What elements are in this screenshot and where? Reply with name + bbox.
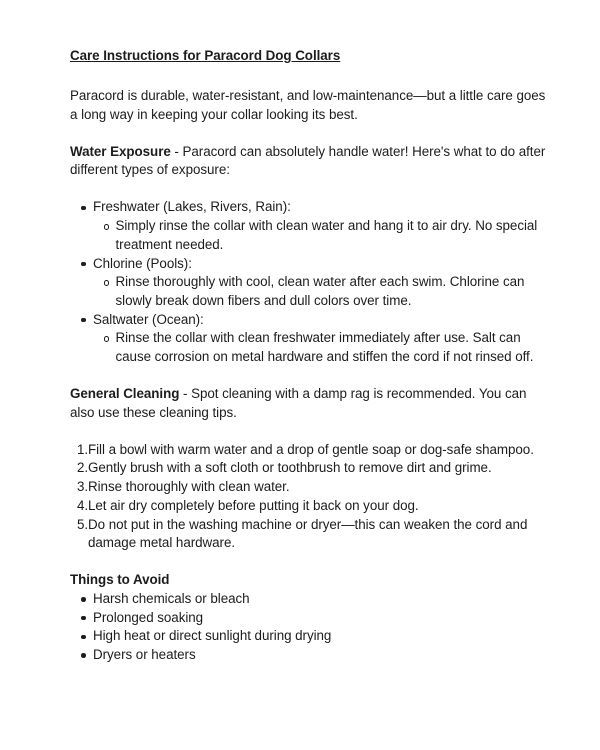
water-exposure-heading: Water Exposure: [70, 143, 171, 159]
list-item: [93, 273, 546, 310]
cleaning-steps-list: [70, 441, 546, 553]
things-to-avoid-heading: Things to Avoid: [70, 572, 170, 588]
list-item: [70, 590, 546, 609]
sub-list: [93, 217, 546, 254]
list-item: [70, 497, 546, 516]
list-item: [70, 441, 546, 460]
intro-paragraph: Paracord is durable, water-resistant, and low-maintenance—but a little care goes a long way in keeping your collar looking its best.: [70, 88, 546, 122]
list-item: [70, 459, 546, 478]
list-item-label: Freshwater (Lakes, Rivers, Rain):: [93, 199, 291, 215]
step-text: Fill a bowl with warm water and a drop of gentle soap or dog-safe shampoo.: [88, 441, 534, 457]
step-text: Do not put in the washing machine or dryer—this can weaken the cord and damage metal hardware.: [88, 516, 528, 551]
list-item-detail: Rinse the collar with clean freshwater immediately after use. Salt can cause corrosion on metal hardware and stiffen the cord if not rinsed off.: [115, 330, 534, 365]
list-item-detail: Rinse thoroughly with cool, clean water after each swim. Chlorine can slowly break down fibers and dull colors over time.: [115, 274, 525, 308]
list-item: [70, 311, 546, 367]
general-cleaning-paragraph: [70, 385, 546, 422]
water-exposure-paragraph: [70, 143, 546, 180]
general-cleaning-heading: General Cleaning: [70, 386, 180, 402]
step-text: Rinse thoroughly with clean water.: [88, 479, 290, 495]
list-item: [70, 646, 546, 665]
sub-list: [93, 329, 546, 366]
document-title: Care Instructions for Paracord Dog Collars: [70, 48, 341, 63]
list-item-label: Saltwater (Ocean):: [93, 311, 204, 327]
list-item: [70, 627, 546, 646]
water-exposure-list: [70, 198, 546, 366]
list-item-text: High heat or direct sunlight during drying: [93, 628, 332, 644]
step-text: Gently brush with a soft cloth or toothbrush to remove dirt and grime.: [88, 460, 492, 476]
step-text: Let air dry completely before putting it back on your dog.: [88, 497, 419, 513]
list-item: [70, 516, 546, 553]
sub-list: [93, 273, 546, 310]
water-exposure-lead: - Paracord can absolutely handle water! Here's what to do after different types of exposure:: [70, 143, 546, 178]
list-item-detail: Simply rinse the collar with clean water and hang it to air dry. No special treatment needed.: [115, 218, 538, 252]
list-item-label: Chlorine (Pools):: [93, 255, 192, 271]
list-item-text: Prolonged soaking: [93, 609, 204, 625]
list-item: [70, 478, 546, 497]
list-item: [70, 255, 546, 311]
list-item: [70, 198, 546, 254]
things-to-avoid-list: [70, 590, 546, 665]
list-item-text: Dryers or heaters: [93, 647, 196, 663]
list-item: [93, 329, 546, 366]
list-item: [93, 217, 546, 254]
general-cleaning-lead: - Spot cleaning with a damp rag is recommended. You can also use these cleaning tips.: [70, 386, 527, 420]
list-item-text: Harsh chemicals or bleach: [93, 590, 250, 606]
list-item: [70, 609, 546, 628]
